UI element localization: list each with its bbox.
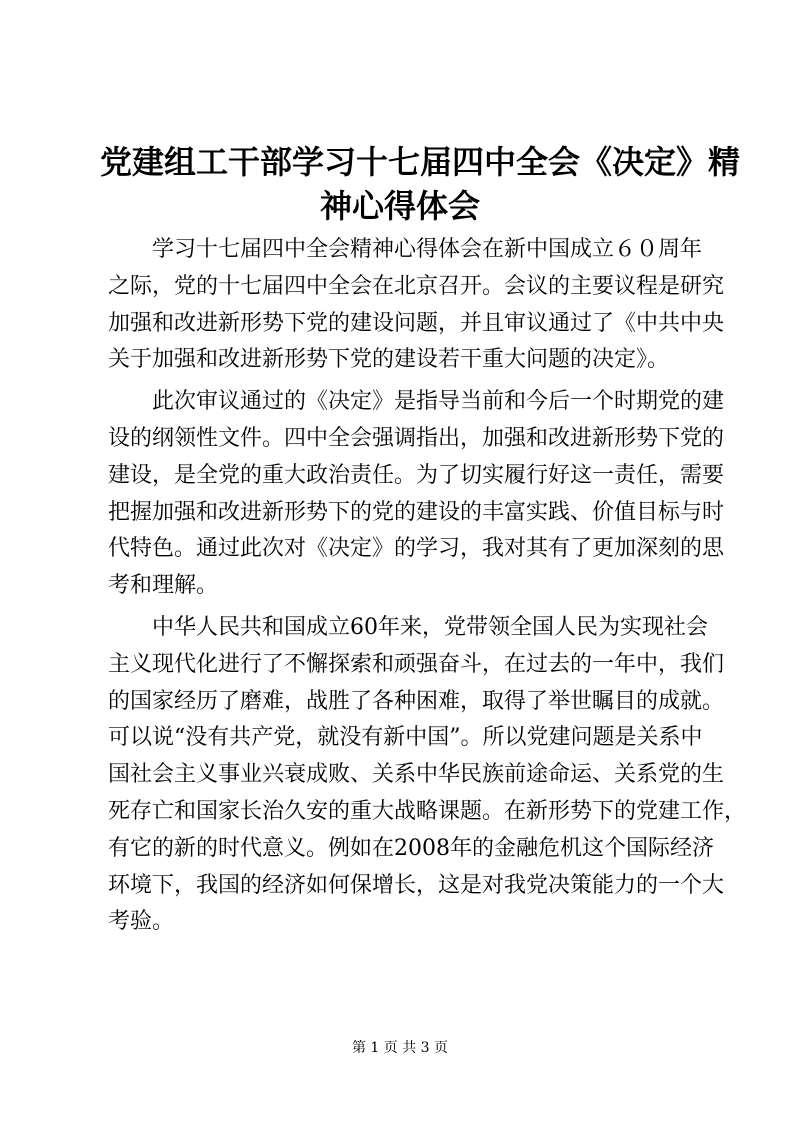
title-line-1: 党建组工干部学习十七届四中全会《决定》精 <box>100 143 741 181</box>
paragraph-line: 把握加强和改进新形势下的党的建设的丰富实践、价值目标与时 <box>108 499 725 525</box>
paragraph-line: 中华人民共和国成立60年来，党带领全国人民为实现社会 <box>152 614 708 640</box>
paragraph-line: 关于加强和改进新形势下党的建设若干重大问题的决定》。 <box>108 347 670 373</box>
paragraph-2 <box>108 384 725 605</box>
paragraph-line: 的国家经历了磨难，战胜了各种困难，取得了举世瞩目的成就。 <box>108 688 725 714</box>
paragraph-line: 此次审议通过的《决定》是指导当前和今后一个时期党的建 <box>152 389 725 415</box>
document-title <box>100 140 741 228</box>
paragraph-line: 设的纲领性文件。四中全会强调指出，加强和改进新形势下党的 <box>108 425 725 451</box>
paragraph-line: 之际，党的十七届四中全会在北京召开。会议的主要议程是研究 <box>108 273 725 299</box>
paragraph-line: 加强和改进新形势下党的建设问题，并且审议通过了《中共中央 <box>108 310 725 336</box>
paragraph-line: 有它的新的时代意义。例如在2008年的金融危机这个国际经济 <box>108 835 714 861</box>
paragraph-line: 考验。 <box>108 909 175 935</box>
paragraph-line: 死存亡和国家长治久安的重大战略课题。在新形势下的党建工作， <box>108 798 747 824</box>
paragraph-line: 可以说“没有共产党，就没有新中国”。所以党建问题是关系中 <box>108 725 703 751</box>
paragraph-1 <box>108 232 725 379</box>
paragraph-line: 环境下，我国的经济如何保增长，这是对我党决策能力的一个大 <box>108 872 725 898</box>
paragraph-line: 主义现代化进行了不懈探索和顽强奋斗，在过去的一年中，我们 <box>108 651 725 677</box>
paragraph-line: 国社会主义事业兴衰成败、关系中华民族前途命运、关系党的生 <box>108 762 725 788</box>
paragraph-3 <box>108 610 747 941</box>
document-body <box>108 232 747 946</box>
paragraph-line: 代特色。通过此次对《决定》的学习，我对其有了更加深刻的思 <box>108 536 725 562</box>
title-line-2: 神心得体会 <box>319 187 480 225</box>
paragraph-line: 建设，是全党的重大政治责任。为了切实履行好这一责任，需要 <box>108 462 725 488</box>
page-footer: 第 1 页 共 3 页 <box>351 1040 449 1056</box>
paragraph-line: 考和理解。 <box>108 573 219 599</box>
paragraph-line: 学习十七届四中全会精神心得体会在新中国成立６０周年 <box>152 237 703 262</box>
